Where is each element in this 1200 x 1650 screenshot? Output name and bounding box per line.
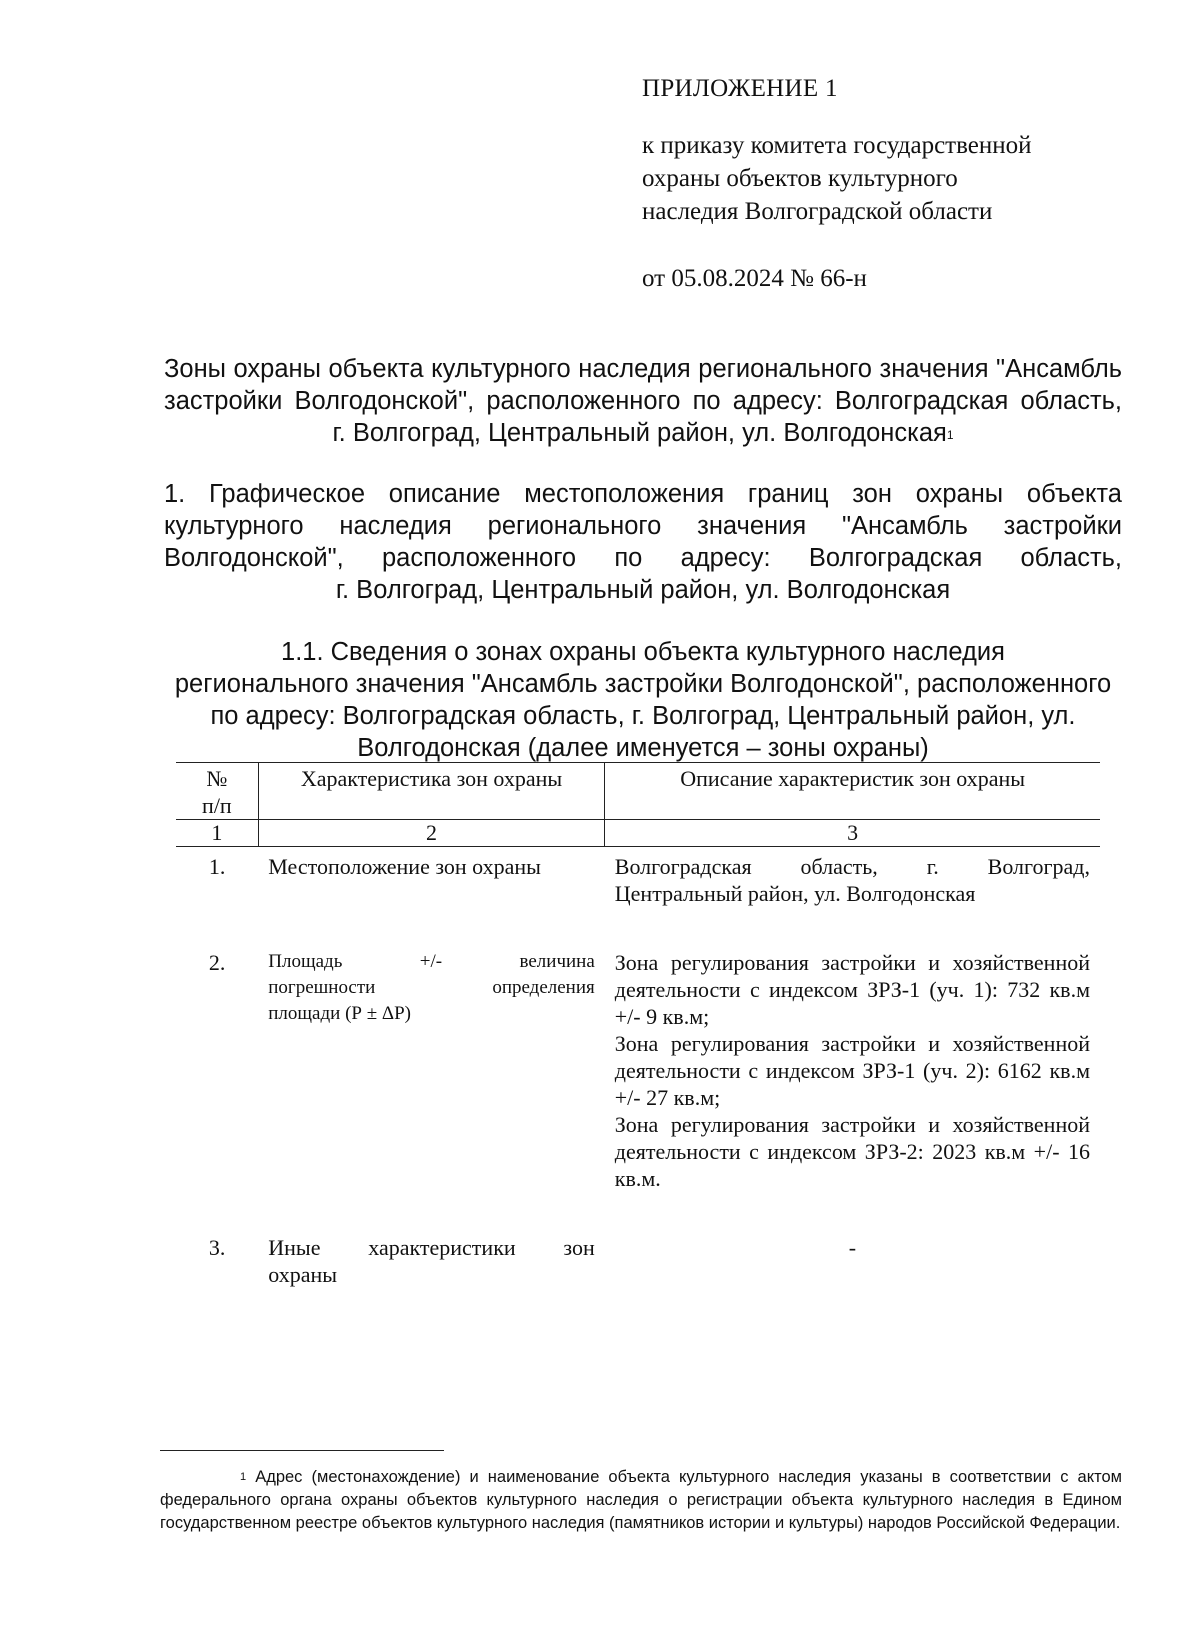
row-characteristic: Местоположение зон охраны [268, 854, 541, 879]
header-number [176, 763, 258, 820]
footnote-text: Адрес (местонахождение) и наименование объекта культурного наследия указаны в соответствии с актом федерального органа охраны объектов культурного наследия о регистрации объекта культурного наследия в Едином государственном реестре объектов культурного наследия (памятников истории и культуры) народов Российской Федерации. [160, 1468, 1122, 1532]
order-reference-line-2: охраны объектов культурного [642, 165, 958, 192]
document-title [164, 353, 1122, 449]
order-reference-line-1: к приказу комитета государственной [642, 132, 1032, 159]
row-characteristic-line: Площадь +/- величина [268, 951, 595, 972]
footnote [160, 1466, 1122, 1535]
section-1-line-3: Волгодонской", расположенного по адресу: Волгоградская область, [164, 544, 1122, 572]
title-line-3: г. Волгоград, Центральный район, ул. Волгодонская [332, 419, 947, 447]
row-characteristic-line: Иные характеристики зон [268, 1235, 595, 1260]
section-1-line-2: культурного наследия регионального значения "Ансамбль застройки [164, 512, 1122, 540]
title-line-2: застройки Волгодонской", расположенного по адресу: Волгоградская область, [164, 387, 1122, 415]
row-characteristic [258, 1228, 605, 1288]
row-number: 1. [208, 854, 226, 879]
section-1-line-1: 1. Графическое описание местоположения границ зон охраны объекта [164, 480, 1122, 508]
row-description [605, 943, 1100, 1192]
table-row [176, 943, 1100, 1192]
title-line-1: Зоны охраны объекта культурного наследия регионального значения "Ансамбль [164, 355, 1122, 383]
table-row [176, 1228, 1100, 1288]
header-number-abbr: п/п [202, 793, 232, 818]
row-description-line: Волгоградская область, г. Волгоград, [614, 854, 1090, 879]
footnote-separator [160, 1450, 444, 1451]
footnote-mark: 1 [240, 1471, 247, 1483]
subsection-line-4: Волгодонская (далее именуется – зоны охраны) [357, 734, 929, 762]
subsection-line-1: 1.1. Сведения о зонах охраны объекта культурного наследия [281, 638, 1005, 666]
subsection-line-3: по адресу: Волгоградская область, г. Волгоград, Центральный район, ул. [210, 702, 1076, 730]
subsection-line-2: регионального значения "Ансамбль застройки Волгодонской", расположенного [174, 670, 1112, 698]
subsection-1-1-heading [164, 636, 1122, 764]
order-date: от 05.08.2024 № 66-н [642, 265, 867, 292]
row-number: 3. [208, 1235, 226, 1260]
row-number: 2. [208, 950, 226, 975]
column-number-row [176, 820, 1100, 847]
row-characteristic-line: площади (Р ± ΔР) [268, 1003, 411, 1024]
row-characteristic [258, 943, 605, 1192]
appendix-label: ПРИЛОЖЕНИЕ 1 [642, 75, 838, 102]
zone-area-item: Зона регулирования застройки и хозяйственной деятельности с индексом ЗРЗ-1 (уч. 2): 6162 кв.м +/- 27 кв.м; [614, 1031, 1090, 1110]
appendix-header [642, 72, 1122, 295]
title-line-3-wrap [164, 417, 1122, 449]
footnote-reference[interactable]: 1 [946, 428, 954, 442]
header-characteristic: Характеристика зон охраны [258, 763, 605, 820]
section-1-heading [164, 478, 1122, 606]
header-number-sign: № [206, 766, 228, 791]
row-description: - [848, 1235, 857, 1260]
section-1-line-4: г. Волгоград, Центральный район, ул. Волгодонская [335, 576, 951, 604]
table-row [176, 847, 1100, 908]
column-number-2: 2 [258, 820, 605, 847]
row-description [605, 847, 1100, 908]
zones-table [176, 762, 1100, 1288]
row-characteristic-line: погрешности определения [268, 977, 595, 998]
column-number-1: 1 [176, 820, 258, 847]
order-reference-line-3: наследия Волгоградской области [642, 198, 993, 225]
column-number-3: 3 [605, 820, 1100, 847]
zone-area-item: Зона регулирования застройки и хозяйственной деятельности с индексом ЗРЗ-2: 2023 кв.м +/- 16 кв.м. [614, 1112, 1090, 1191]
row-characteristic-line: охраны [268, 1262, 338, 1287]
row-description-line: Центральный район, ул. Волгодонская [614, 881, 976, 906]
zone-area-item: Зона регулирования застройки и хозяйственной деятельности с индексом ЗРЗ-1 (уч. 1): 732 кв.м +/- 9 кв.м; [614, 950, 1090, 1029]
table-header-row [176, 763, 1100, 820]
header-description: Описание характеристик зон охраны [605, 763, 1100, 820]
